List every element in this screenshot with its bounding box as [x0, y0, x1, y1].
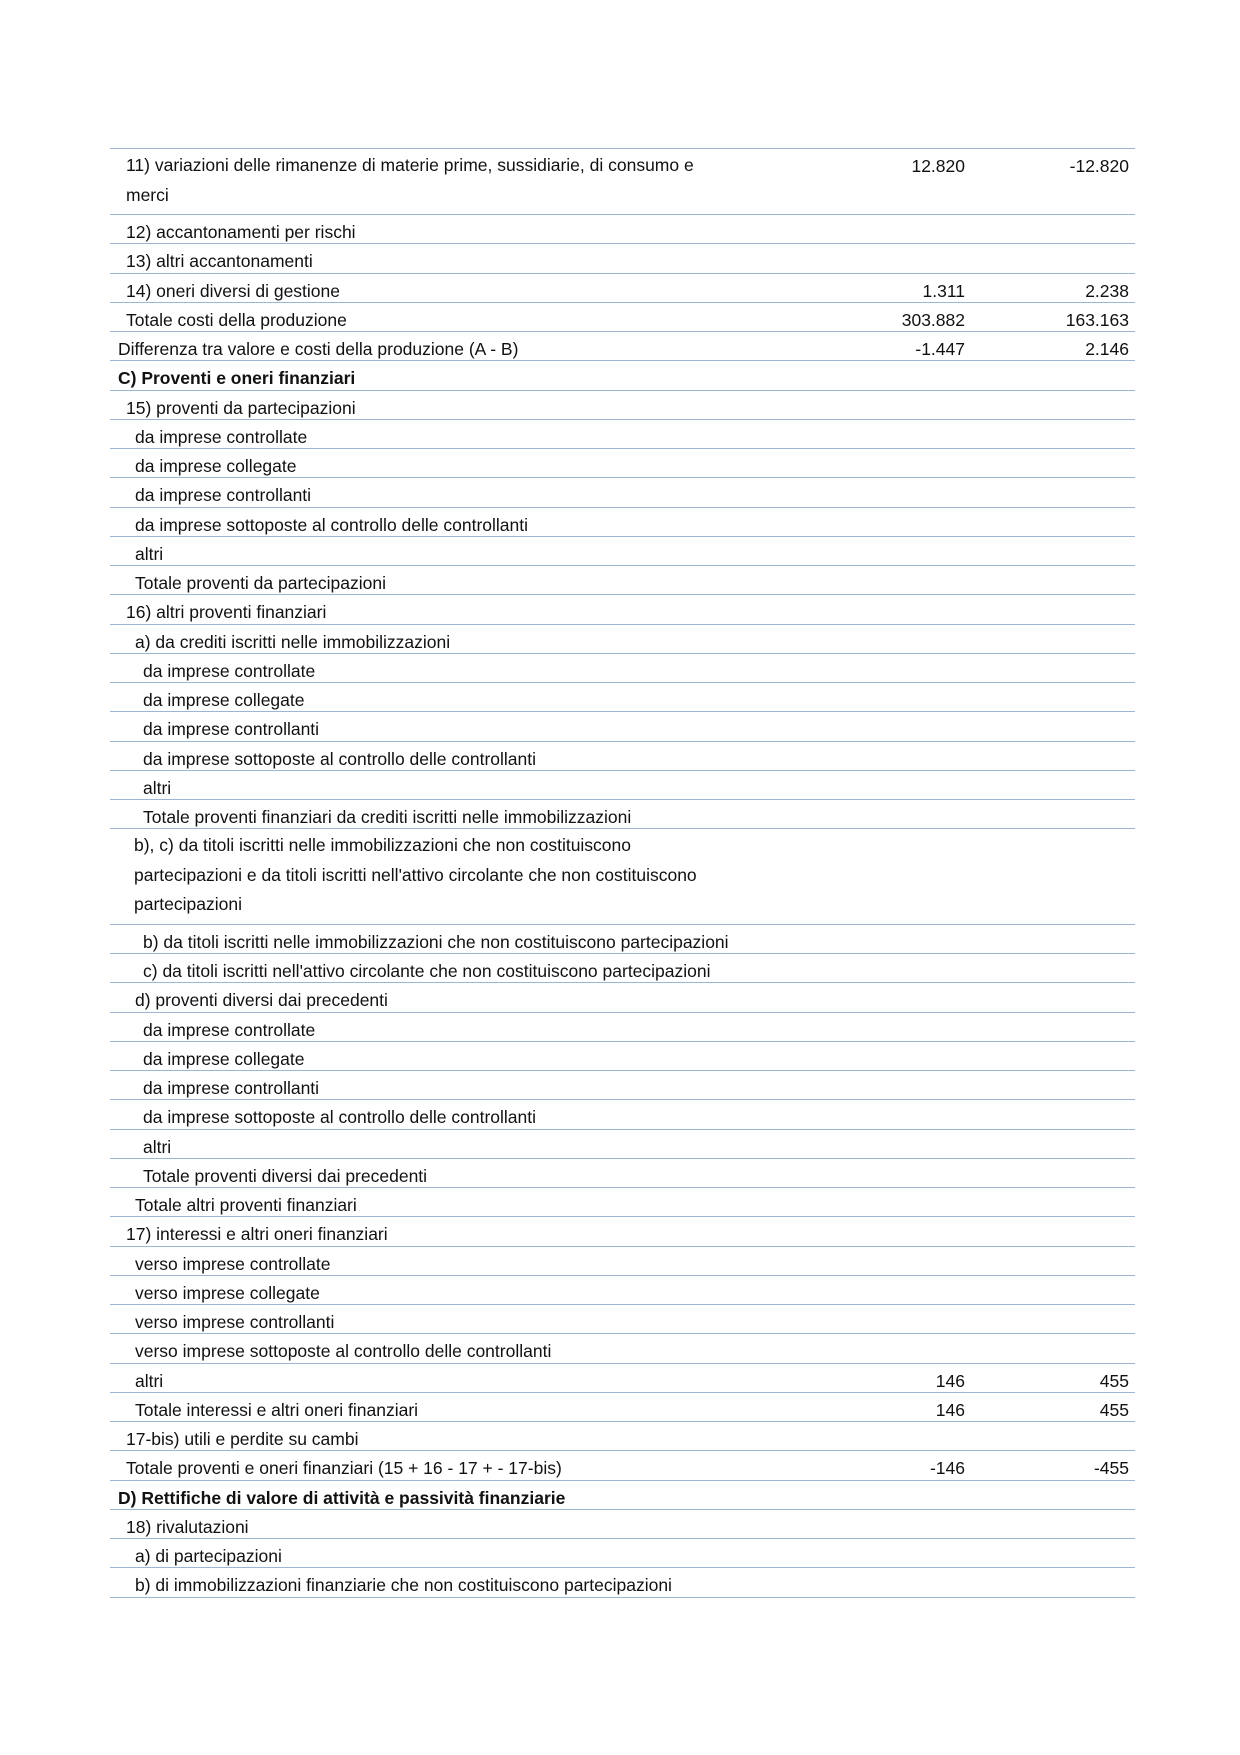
- table-row: [110, 274, 1135, 303]
- table-row: [110, 625, 1135, 654]
- row-label: altri: [143, 777, 172, 798]
- row-label: verso imprese sottoposte al controllo delle controllanti: [135, 1341, 552, 1362]
- table-row: [110, 149, 1135, 215]
- row-label: da imprese collegate: [143, 690, 305, 710]
- table-row: [110, 800, 1135, 829]
- row-label: Totale proventi diversi dai precedenti: [143, 1165, 428, 1186]
- row-label: da imprese controllanti: [135, 485, 312, 506]
- table-row: [110, 478, 1135, 507]
- table-row: [110, 1071, 1135, 1100]
- table-row: [110, 1100, 1135, 1129]
- table-row: [110, 420, 1135, 449]
- previous-year-value: 163.163: [1065, 309, 1129, 330]
- current-year-value: 146: [935, 1370, 965, 1391]
- row-label: verso imprese controllanti: [135, 1312, 335, 1332]
- row-label: C) Proventi e oneri finanziari: [118, 368, 356, 389]
- current-year-value: 303.882: [901, 309, 965, 330]
- row-label: d) proventi diversi dai precedenti: [135, 990, 388, 1011]
- section-heading-row: [110, 1481, 1135, 1510]
- row-label: Totale costi della produzione: [126, 309, 347, 330]
- previous-year-value: -455: [1093, 1458, 1129, 1479]
- row-label: 18) rivalutazioni: [126, 1516, 249, 1537]
- row-label: Totale proventi finanziari da crediti iscritti nelle immobilizzazioni: [143, 807, 632, 827]
- table-row: [110, 1422, 1135, 1451]
- table-row: [110, 829, 1135, 925]
- table-row: [110, 1247, 1135, 1276]
- table-row: [110, 925, 1135, 954]
- current-year-value: -146: [929, 1458, 965, 1479]
- row-label: D) Rettifiche di valore di attività e passività finanziarie: [118, 1487, 566, 1508]
- row-label: da imprese sottoposte al controllo delle controllanti: [143, 1107, 536, 1128]
- row-label: 13) altri accantonamenti: [126, 251, 313, 272]
- row-label: altri: [135, 543, 164, 564]
- row-label: a) da crediti iscritti nelle immobilizzazioni: [135, 631, 451, 652]
- previous-year-value: 455: [1099, 1370, 1129, 1391]
- current-year-value: -1.447: [915, 339, 965, 359]
- table-row: [110, 537, 1135, 566]
- table-row: [110, 215, 1135, 244]
- previous-year-value: 455: [1099, 1399, 1129, 1420]
- row-label: Differenza tra valore e costi della produzione (A - B): [118, 339, 519, 359]
- table-row: [110, 954, 1135, 983]
- table-row: [110, 1568, 1135, 1597]
- table-row: [110, 244, 1135, 273]
- table-row: [110, 1393, 1135, 1422]
- income-statement-table: [110, 148, 1135, 1598]
- table-row: [110, 449, 1135, 478]
- current-year-value: 1.311: [922, 280, 965, 301]
- row-label: b) da titoli iscritti nelle immobilizzazioni che non costituiscono partecipazioni: [143, 931, 729, 952]
- row-label: 12) accantonamenti per rischi: [126, 222, 356, 242]
- row-label: da imprese controllate: [143, 1019, 316, 1040]
- row-label: 17) interessi e altri oneri finanziari: [126, 1224, 388, 1245]
- table-row: [110, 771, 1135, 800]
- table-row: [110, 1276, 1135, 1305]
- row-label: da imprese sottoposte al controllo delle controllanti: [135, 514, 528, 535]
- table-row: [110, 1130, 1135, 1159]
- table-row: [110, 742, 1135, 771]
- row-label: altri: [135, 1370, 164, 1391]
- row-label: da imprese controllate: [135, 426, 308, 447]
- row-label: da imprese collegate: [143, 1048, 305, 1069]
- row-label: altri: [143, 1136, 172, 1157]
- row-label: b) di immobilizzazioni finanziarie che non costituiscono partecipazioni: [135, 1575, 672, 1596]
- row-label: 15) proventi da partecipazioni: [126, 397, 356, 418]
- table-row: [110, 595, 1135, 624]
- row-label: c) da titoli iscritti nell'attivo circolante che non costituiscono partecipazioni: [143, 961, 711, 981]
- table-row: [110, 1334, 1135, 1363]
- row-label: da imprese controllanti: [143, 1078, 320, 1098]
- row-label: da imprese controllanti: [143, 719, 320, 740]
- table-row: [110, 683, 1135, 712]
- row-label: Totale interessi e altri oneri finanziari: [135, 1399, 419, 1420]
- current-year-value: 146: [935, 1399, 965, 1420]
- table-row: [110, 712, 1135, 741]
- previous-year-value: 2.146: [1085, 339, 1129, 359]
- table-row: [110, 983, 1135, 1012]
- table-row: [110, 1539, 1135, 1568]
- section-heading-row: [110, 361, 1135, 390]
- row-label: verso imprese controllate: [135, 1253, 331, 1274]
- row-label: 14) oneri diversi di gestione: [126, 280, 341, 301]
- table-row: [110, 566, 1135, 595]
- row-label: da imprese controllate: [143, 660, 316, 681]
- table-row: [110, 1042, 1135, 1071]
- current-year-value: 12.820: [911, 156, 965, 176]
- table-row: [110, 332, 1135, 361]
- table-row: [110, 1013, 1135, 1042]
- row-label: da imprese collegate: [135, 456, 297, 476]
- table-row: [110, 1451, 1135, 1480]
- row-label: a) di partecipazioni: [135, 1546, 282, 1566]
- table-row: [110, 1217, 1135, 1246]
- previous-year-value: 2.238: [1085, 280, 1129, 301]
- table-row: [110, 1510, 1135, 1539]
- previous-year-value: -12.820: [1069, 156, 1129, 176]
- table-row: [110, 654, 1135, 683]
- table-row: [110, 1159, 1135, 1188]
- row-label: verso imprese collegate: [135, 1282, 320, 1303]
- row-label: da imprese sottoposte al controllo delle controllanti: [143, 748, 536, 769]
- row-label: 11) variazioni delle rimanenze di materie prime, sussidiarie, di consumo e merci: [126, 155, 694, 205]
- table-row: [110, 391, 1135, 420]
- table-row: [110, 1364, 1135, 1393]
- row-label: Totale proventi da partecipazioni: [135, 573, 386, 593]
- table-row: [110, 508, 1135, 537]
- row-label: Totale proventi e oneri finanziari (15 + 16 - 17 + - 17-bis): [126, 1458, 562, 1479]
- row-label: 16) altri proventi finanziari: [126, 602, 327, 623]
- table-row: [110, 1188, 1135, 1217]
- table-row: [110, 303, 1135, 332]
- row-label: b), c) da titoli iscritti nelle immobilizzazioni che non costituiscono partecipazioni e da titoli iscritti nell'attivo circolante che non costituiscono partecipazioni: [134, 835, 697, 915]
- row-label: Totale altri proventi finanziari: [135, 1195, 357, 1215]
- table-row: [110, 1305, 1135, 1334]
- row-label: 17-bis) utili e perdite su cambi: [126, 1429, 359, 1449]
